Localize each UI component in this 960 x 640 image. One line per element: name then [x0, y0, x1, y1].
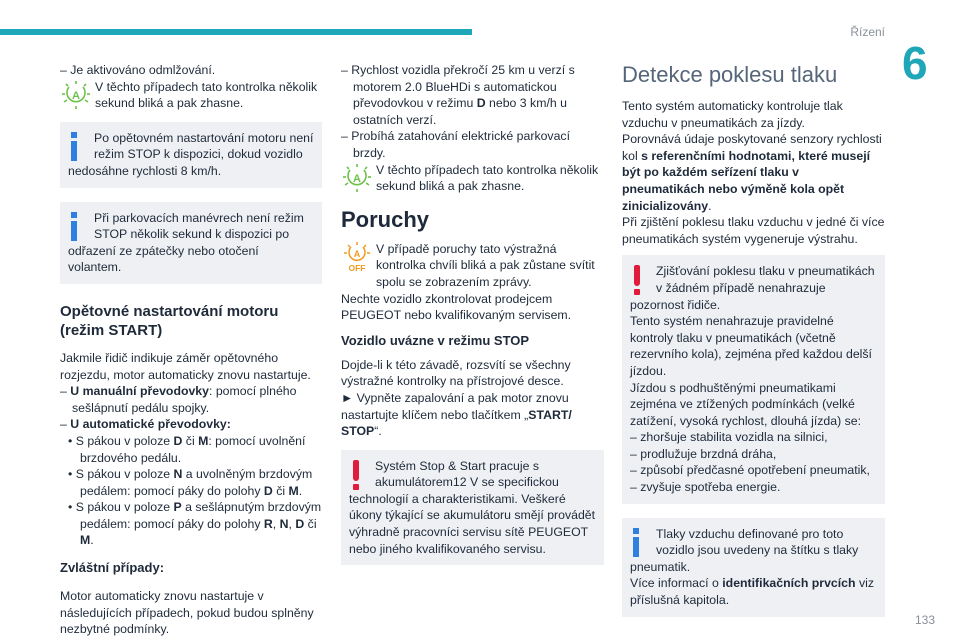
warning-tyres-line1: Zjišťování poklesu tlaku v pneumatikách v žádném případě nenahrazuje pozornost řidiče.: [630, 264, 875, 312]
column-3: [622, 62, 885, 617]
eco-indicator-note-2: [341, 162, 604, 195]
info-tyre-line1: Tlaky vzduchu definované pro toto vozidlo jsou uvedeny na štítku s tlaky pneumatik.: [630, 526, 859, 574]
manual-gearbox-item: – U manuální převodovky: pomocí plného sešlápnutí pedálu spojky.: [60, 384, 297, 415]
section-title: Řízení: [850, 25, 885, 39]
warning-icon: [349, 460, 363, 490]
info-note-1: [60, 122, 322, 188]
special-cases-heading: Zvláštní případy:: [60, 560, 165, 576]
warning-tyres-line2: Tento systém nenahrazuje pravidelné kontroly tlaku v pneumatikách (včetně rezervního kola), zejména před každou delší jízdou.: [630, 314, 872, 378]
stuck-stop-text: Dojde-li k této závadě, rozsvítí se všechny výstražné kontrolky na přístrojové desce.: [341, 357, 571, 389]
warning-tyres-item-4: – zvyšuje spotřeba energie.: [630, 480, 781, 495]
warning-tyres-item-1: – zhoršuje stabilita vozidla na silnici,: [630, 430, 828, 445]
stuck-stop-action: ► Vypněte zapalování a pak motor znovu nastartujte klíčem nebo tlačítkem „START/ STOP“.: [341, 390, 572, 439]
faults-action: Nechte vozidlo zkontrolovat prodejcem PEUGEOT nebo kvalifikovaným servisem.: [341, 291, 572, 323]
info-icon: [630, 528, 644, 558]
chapter-number: 6: [902, 37, 928, 89]
info-note-2-text: Při parkovacích manévrech není režim STOP několik sekund k dispozici po odřazení ze zpátečky nebo otočení volantem.: [68, 210, 304, 275]
svg-text:A: A: [72, 89, 80, 102]
warning-tyres-line3: Jízdou s podhuštěnými pneumatikami zejména ve ztížených podmínkách (velké zatížení, vysoká rychlost, dlouhá jízda) se:: [630, 380, 862, 428]
restart-intro: Jakmile řidič indikuje záměr opětovného rozjezdu, motor automaticky znovu nastartuje.: [60, 350, 311, 382]
info-tyre-line2: Více informací o identifikačních prvcích viz příslušná kapitola.: [630, 576, 874, 608]
svg-text:A: A: [353, 248, 361, 259]
warning-note-tyres: [622, 255, 885, 503]
eco-indicator-text-2: V těchto případech tato kontrolka několik sekund bliká a pak zhasne.: [376, 162, 599, 194]
stop-start-off-orange-icon: [341, 242, 373, 272]
special-cases-text: Motor automaticky znovu nastartuje v následujících případech, pokud budou splněny nezbytné podmínky.: [60, 589, 314, 637]
warning-tyres-item-2: – prodlužuje brzdná dráha,: [630, 446, 777, 461]
header-accent-bar: [0, 29, 472, 35]
svg-text:A: A: [353, 172, 361, 185]
info-icon: [68, 132, 82, 162]
page-number: 133: [914, 613, 935, 627]
warning-tyres-item-3: – způsobí předčasné opotřebení pneumatik,: [630, 463, 870, 478]
parking-brake-item: – Probíhá zatahování elektrické parkovací brzdy.: [341, 129, 570, 160]
tyre-pressure-title: Detekce poklesu tlaku: [622, 62, 838, 87]
speed-condition-item: – Rychlost vozidla překročí 25 km u verzí s motorem 2.0 BlueHDi s automatickou převodovkou v režimu D nebo 3 km/h u ostatních verzí.: [341, 63, 575, 127]
stop-start-eco-green-icon: [341, 163, 373, 193]
auto-bullet-3: • S pákou v poloze P a sešlápnutým brzdovým pedálem: pomocí páky do polohy R, N, D či M.: [68, 500, 322, 548]
stuck-stop-heading: Vozidlo uvázne v režimu STOP: [341, 332, 530, 348]
info-note-1-text: Po opětovném nastartování motoru není režim STOP k dispozici, dokud vozidlo nedosáhne rychlosti 8 km/h.: [68, 130, 314, 178]
fault-indicator-note: [341, 241, 604, 291]
warning-icon: [630, 265, 644, 295]
warning-note-battery: [341, 450, 604, 566]
tyre-intro-2: Porovnává údaje poskytované senzory rychlosti kol s referenčními hodnotami, které musejí být po každém seřízení tlaku v pneumatikách nebo výměně kola opět zinicializovány.: [622, 132, 882, 213]
tyre-intro-3: Při zjištění poklesu tlaku vzduchu v jedné či více pneumatikách systém vygeneruje výstrahu.: [622, 215, 885, 246]
info-note-tyre-label: [622, 518, 885, 617]
stop-start-eco-green-icon: [60, 80, 92, 110]
restart-heading: Opětovné nastartování motoru (režim START): [60, 302, 279, 339]
eco-indicator-note: [60, 79, 322, 112]
column-1: [60, 62, 322, 638]
defog-line: – Je aktivováno odmlžování.: [60, 63, 216, 77]
svg-text:OFF: OFF: [348, 262, 366, 272]
auto-gearbox-item: – U automatické převodovky:: [60, 417, 231, 432]
tyre-intro-1: Tento systém automaticky kontroluje tlak vzduchu v pneumatikách za jízdy.: [622, 99, 843, 130]
info-icon: [68, 212, 82, 242]
info-note-2: [60, 202, 322, 284]
faults-heading: Poruchy: [341, 206, 430, 232]
auto-bullet-2: • S pákou v poloze N a uvolněným brzdovým pedálem: pomocí páky do polohy D či M.: [68, 467, 313, 498]
fault-indicator-text: V případě poruchy tato výstražná kontrolka chvíli bliká a pak zůstane svítit spolu se zobrazením zprávy.: [376, 241, 595, 289]
eco-indicator-text: V těchto případech tato kontrolka několik sekund bliká a pak zhasne.: [95, 79, 318, 111]
column-2: [341, 62, 604, 565]
warning-note-battery-text: Systém Stop & Start pracuje s akumulátorem12 V se specifickou technologií a charakteristikami. Veškeré úkony týkající se akumulátoru smějí provádět výhradně pracovníci servisu sítě PEUGEOT nebo jiného kvalifikovaného servisu.: [349, 458, 596, 556]
auto-bullet-1: • S pákou v poloze D či M: pomocí uvolnění brzdového pedálu.: [68, 433, 306, 465]
